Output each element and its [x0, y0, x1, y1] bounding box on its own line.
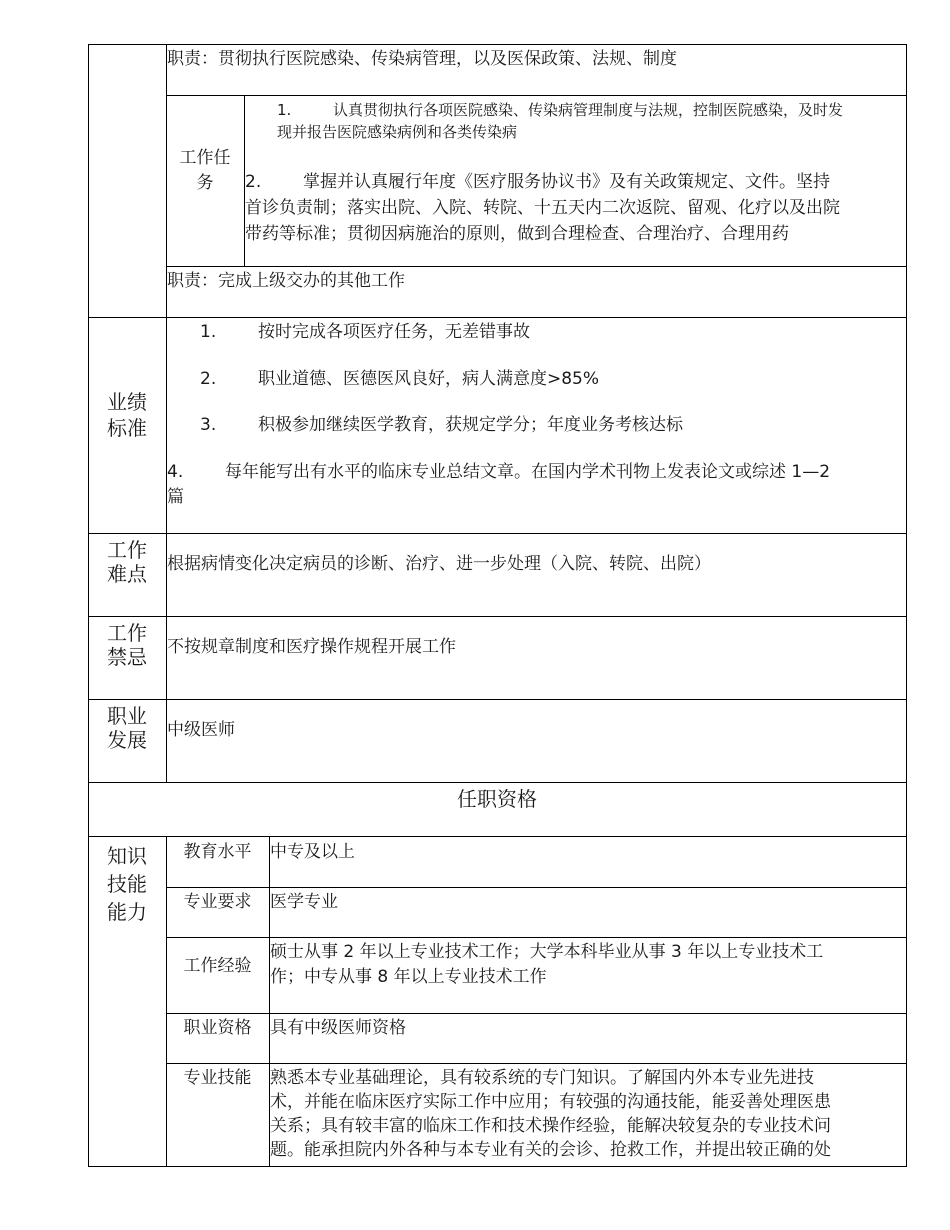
task-item-1: 1. 认真贯彻执行各项医院感染、传染病管理制度与法规，控制医院感染，及时发 现并报告医院感染病例和各类传染病 — [277, 101, 844, 141]
row-divider — [88, 699, 907, 700]
duty-title: 职责：贯彻执行医院感染、传染病管理，以及医保政策、法规、制度 — [167, 49, 677, 69]
performance-label: 业绩 标准 — [107, 390, 147, 440]
table-border-left — [88, 44, 89, 1167]
major-label: 专业要求 — [183, 892, 252, 912]
education-value: 中专及以上 — [270, 842, 355, 862]
performance-item: 2. 职业道德、医德医风良好，病人满意度>85% — [200, 369, 600, 389]
row-divider — [166, 937, 907, 938]
experience-value: 硕士从事 2 年以上专业技术工作；大学本科毕业从事 3 年以上专业技术工 作；中专从事 8 年以上专业技术工作 — [270, 942, 824, 987]
qualifications-header: 任职资格 — [457, 787, 537, 811]
row-divider — [88, 616, 907, 617]
taboo-text: 不按规章制度和医疗操作规程开展工作 — [167, 637, 456, 657]
row-divider — [166, 887, 907, 888]
row-divider — [166, 95, 907, 96]
education-label: 教育水平 — [183, 842, 252, 862]
certification-label: 职业资格 — [183, 1018, 252, 1038]
career-label: 职业 发展 — [107, 704, 147, 752]
major-value: 医学专业 — [270, 892, 338, 912]
task-label: 工作任 务 — [179, 148, 231, 193]
experience-label: 工作经验 — [183, 956, 252, 976]
task-item-2: 2. 掌握并认真履行年度《医疗服务协议书》及有关政策规定、文件。坚持 首诊负责制；落实出院、入院、转院、十五天内二次返院、留观、化疗以及出院 带药等标准；贯彻因病施治的原则，做到合理检查、合理治疗、合理用药 — [245, 172, 840, 244]
column-divider — [166, 836, 167, 1167]
table-border-bottom — [88, 1166, 907, 1167]
performance-item: 1. 按时完成各项医疗任务，无差错事故 — [200, 322, 530, 342]
performance-item: 3. 积极参加继续医学教育，获规定学分；年度业务考核达标 — [200, 415, 683, 435]
duty-title: 职责：完成上级交办的其他工作 — [167, 271, 405, 291]
difficulty-text: 根据病情变化决定病员的诊断、治疗、进一步处理（入院、转院、出院） — [167, 554, 711, 574]
row-divider — [166, 1063, 907, 1064]
difficulty-label: 工作 难点 — [107, 538, 147, 586]
skills-value: 熟悉本专业基础理论，具有较系统的专门知识。了解国内外本专业先进技 术，并能在临床医疗实际工作中应用；有较强的沟通技能，能妥善处理医患 关系；具有较丰富的临床工作和技术操作经验，能解决较复杂的专业技术问 题。能承担院内外各种与本专业有关的会诊、抢救工作，并提出较正确的处 — [270, 1068, 831, 1160]
qualifications-group-label: 知识 技能 能力 — [107, 844, 147, 924]
table-border-right — [906, 44, 907, 1167]
performance-item: 4. 每年能写出有水平的临床专业总结文章。在国内学术刊物上发表论文或综述 1—2 篇 — [167, 462, 831, 507]
row-divider — [88, 317, 907, 318]
skills-label: 专业技能 — [183, 1068, 252, 1088]
row-divider — [88, 836, 907, 837]
taboo-label: 工作 禁忌 — [107, 621, 147, 669]
table-border-top — [88, 44, 907, 45]
row-divider — [166, 266, 907, 267]
row-divider — [88, 533, 907, 534]
career-text: 中级医师 — [167, 720, 235, 740]
row-divider — [166, 1013, 907, 1014]
row-divider — [88, 782, 907, 783]
certification-value: 具有中级医师资格 — [270, 1018, 406, 1038]
